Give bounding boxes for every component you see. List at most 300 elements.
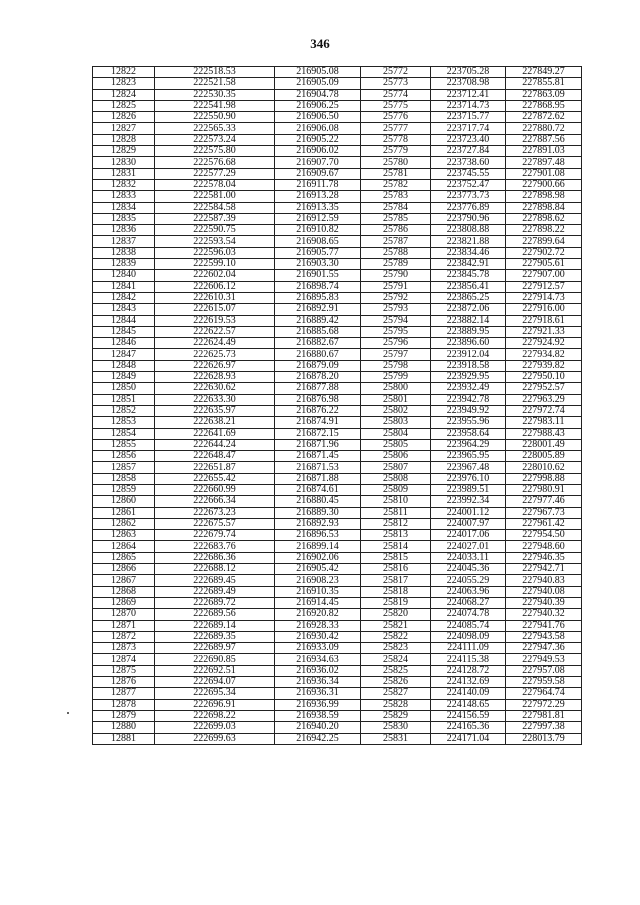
- table-cell: 216880.45: [275, 496, 361, 507]
- table-cell: 223976.10: [431, 473, 506, 484]
- table-cell: 25810: [361, 496, 431, 507]
- table-cell: 216911.78: [275, 179, 361, 190]
- table-cell: 222695.34: [155, 688, 275, 699]
- table-cell: 12881: [93, 733, 155, 744]
- table-cell: 12839: [93, 259, 155, 270]
- table-cell: 222610.31: [155, 292, 275, 303]
- table-row: [93, 304, 582, 315]
- table-cell: 216910.82: [275, 225, 361, 236]
- table-row: [93, 530, 582, 541]
- table-cell: 25797: [361, 349, 431, 360]
- table-cell: 216901.55: [275, 270, 361, 281]
- table-cell: 25792: [361, 292, 431, 303]
- table-row: [93, 699, 582, 710]
- table-cell: 222581.00: [155, 191, 275, 202]
- table-cell: 222696.91: [155, 699, 275, 710]
- table-cell: 227972.74: [506, 405, 582, 416]
- table-cell: 224007.97: [431, 518, 506, 529]
- table-cell: 12860: [93, 496, 155, 507]
- table-cell: 12869: [93, 597, 155, 608]
- table-body: [93, 67, 582, 745]
- table-cell: 223727.84: [431, 146, 506, 157]
- table-cell: 25780: [361, 157, 431, 168]
- table-cell: 25807: [361, 462, 431, 473]
- table-row: [93, 372, 582, 383]
- table-cell: 223712.41: [431, 89, 506, 100]
- table-cell: 25806: [361, 451, 431, 462]
- table-cell: 227948.60: [506, 541, 582, 552]
- table-cell: 227863.09: [506, 89, 582, 100]
- table-cell: 223845.78: [431, 270, 506, 281]
- table-cell: 216871.88: [275, 473, 361, 484]
- table-cell: 25800: [361, 383, 431, 394]
- table-cell: 12857: [93, 462, 155, 473]
- table-cell: 25811: [361, 507, 431, 518]
- table-cell: 223958.64: [431, 428, 506, 439]
- table-cell: 224111.09: [431, 643, 506, 654]
- table-cell: 216879.09: [275, 360, 361, 371]
- table-cell: 227940.32: [506, 609, 582, 620]
- table-cell: 25796: [361, 338, 431, 349]
- table-cell: 222625.73: [155, 349, 275, 360]
- table-row: [93, 439, 582, 450]
- table-cell: 25808: [361, 473, 431, 484]
- table-row: [93, 315, 582, 326]
- table-cell: 227959.58: [506, 677, 582, 688]
- table-cell: 222635.97: [155, 405, 275, 416]
- table-cell: 228005.89: [506, 451, 582, 462]
- table-cell: 222690.85: [155, 654, 275, 665]
- table-row: [93, 733, 582, 744]
- table-cell: 223773.73: [431, 191, 506, 202]
- table-cell: 12873: [93, 643, 155, 654]
- table-cell: 25830: [361, 722, 431, 733]
- table-cell: 222679.74: [155, 530, 275, 541]
- table-cell: 25828: [361, 699, 431, 710]
- table-cell: 223776.89: [431, 202, 506, 213]
- table-cell: 227907.00: [506, 270, 582, 281]
- table-cell: 25787: [361, 236, 431, 247]
- table-cell: 12822: [93, 67, 155, 78]
- table-row: [93, 484, 582, 495]
- table-cell: 216898.74: [275, 281, 361, 292]
- table-cell: 216942.25: [275, 733, 361, 744]
- table-row: [93, 123, 582, 134]
- table-cell: 216899.14: [275, 541, 361, 552]
- table-cell: 216914.45: [275, 597, 361, 608]
- table-cell: 223918.58: [431, 360, 506, 371]
- table-cell: 12841: [93, 281, 155, 292]
- table-cell: 222689.56: [155, 609, 275, 620]
- table-cell: 216905.09: [275, 78, 361, 89]
- table-cell: 227887.56: [506, 134, 582, 145]
- table-cell: 25776: [361, 112, 431, 123]
- table-cell: 216928.33: [275, 620, 361, 631]
- table-cell: 227949.53: [506, 654, 582, 665]
- table-cell: 223932.49: [431, 383, 506, 394]
- table-row: [93, 462, 582, 473]
- table-cell: 222689.14: [155, 620, 275, 631]
- table-cell: 25804: [361, 428, 431, 439]
- table-cell: 12845: [93, 326, 155, 337]
- table-row: [93, 507, 582, 518]
- table-row: [93, 609, 582, 620]
- table-cell: 222666.34: [155, 496, 275, 507]
- table-cell: 216910.35: [275, 586, 361, 597]
- table-cell: 216936.31: [275, 688, 361, 699]
- table-cell: 227934.82: [506, 349, 582, 360]
- table-cell: 216905.22: [275, 134, 361, 145]
- table-cell: 25773: [361, 78, 431, 89]
- table-cell: 12880: [93, 722, 155, 733]
- table-cell: 25815: [361, 552, 431, 563]
- table-cell: 223715.77: [431, 112, 506, 123]
- table-cell: 224063.96: [431, 586, 506, 597]
- table-cell: 222688.12: [155, 564, 275, 575]
- table-cell: 227964.74: [506, 688, 582, 699]
- table-row: [93, 677, 582, 688]
- table-cell: 12878: [93, 699, 155, 710]
- table-cell: 227940.39: [506, 597, 582, 608]
- table-cell: 227942.71: [506, 564, 582, 575]
- table-cell: 223714.73: [431, 100, 506, 111]
- table-cell: 227855.81: [506, 78, 582, 89]
- table-cell: 12861: [93, 507, 155, 518]
- table-row: [93, 654, 582, 665]
- table-cell: 25772: [361, 67, 431, 78]
- table-cell: 223912.04: [431, 349, 506, 360]
- table-cell: 227940.08: [506, 586, 582, 597]
- table-row: [93, 552, 582, 563]
- table-cell: 227952.57: [506, 383, 582, 394]
- table-row: [93, 451, 582, 462]
- table-cell: 227940.83: [506, 575, 582, 586]
- table-cell: 25789: [361, 259, 431, 270]
- table-cell: 216930.42: [275, 631, 361, 642]
- table-cell: 216885.68: [275, 326, 361, 337]
- table-cell: 227947.36: [506, 643, 582, 654]
- table-cell: 222698.22: [155, 710, 275, 721]
- table-cell: 222587.39: [155, 213, 275, 224]
- table-cell: 12838: [93, 247, 155, 258]
- table-cell: 227901.08: [506, 168, 582, 179]
- table-row: [93, 473, 582, 484]
- table-row: [93, 157, 582, 168]
- table-cell: 216913.35: [275, 202, 361, 213]
- table-cell: 216906.08: [275, 123, 361, 134]
- table-cell: 12827: [93, 123, 155, 134]
- table-cell: 227939.82: [506, 360, 582, 371]
- table-cell: 222622.57: [155, 326, 275, 337]
- table-row: [93, 518, 582, 529]
- table-cell: 227963.29: [506, 394, 582, 405]
- table-cell: 25803: [361, 417, 431, 428]
- table-cell: 216905.08: [275, 67, 361, 78]
- table-cell: 216896.53: [275, 530, 361, 541]
- table-cell: 25812: [361, 518, 431, 529]
- table-cell: 216871.96: [275, 439, 361, 450]
- table-cell: 216905.42: [275, 564, 361, 575]
- table-cell: 227898.22: [506, 225, 582, 236]
- table-cell: 12833: [93, 191, 155, 202]
- table-row: [93, 586, 582, 597]
- table-row: [93, 620, 582, 631]
- table-row: [93, 631, 582, 642]
- table-cell: 224017.06: [431, 530, 506, 541]
- table-row: [93, 428, 582, 439]
- table-cell: 12844: [93, 315, 155, 326]
- table-cell: 25822: [361, 631, 431, 642]
- table-cell: 216940.20: [275, 722, 361, 733]
- table-cell: 223723.40: [431, 134, 506, 145]
- table-cell: 222689.97: [155, 643, 275, 654]
- table-cell: 227924.92: [506, 338, 582, 349]
- table-cell: 222675.57: [155, 518, 275, 529]
- table-cell: 227900.66: [506, 179, 582, 190]
- table-cell: 216904.78: [275, 89, 361, 100]
- table-cell: 222576.68: [155, 157, 275, 168]
- table-cell: 25782: [361, 179, 431, 190]
- table-row: [93, 213, 582, 224]
- table-cell: 222689.45: [155, 575, 275, 586]
- table-cell: 25831: [361, 733, 431, 744]
- table-cell: 25826: [361, 677, 431, 688]
- table-row: [93, 270, 582, 281]
- table-cell: 223989.51: [431, 484, 506, 495]
- table-cell: 12829: [93, 146, 155, 157]
- table-cell: 227997.38: [506, 722, 582, 733]
- table-cell: 12832: [93, 179, 155, 190]
- table-cell: 223965.95: [431, 451, 506, 462]
- table-cell: 223872.06: [431, 304, 506, 315]
- table-cell: 12868: [93, 586, 155, 597]
- table-row: [93, 349, 582, 360]
- table-cell: 25801: [361, 394, 431, 405]
- table-cell: 25791: [361, 281, 431, 292]
- table-cell: 25779: [361, 146, 431, 157]
- table-row: [93, 67, 582, 78]
- table-cell: 222575.80: [155, 146, 275, 157]
- table-row: [93, 225, 582, 236]
- table-cell: 12837: [93, 236, 155, 247]
- table-cell: 222694.07: [155, 677, 275, 688]
- table-cell: 223752.47: [431, 179, 506, 190]
- table-cell: 216872.15: [275, 428, 361, 439]
- table-cell: 216938.59: [275, 710, 361, 721]
- table-row: [93, 710, 582, 721]
- table-cell: 25805: [361, 439, 431, 450]
- table-row: [93, 202, 582, 213]
- table-cell: 222593.54: [155, 236, 275, 247]
- table-cell: 12853: [93, 417, 155, 428]
- table-cell: 227943.58: [506, 631, 582, 642]
- table-cell: 216882.67: [275, 338, 361, 349]
- table-row: [93, 394, 582, 405]
- table-cell: 216892.93: [275, 518, 361, 529]
- table-cell: 223967.48: [431, 462, 506, 473]
- table-cell: 25778: [361, 134, 431, 145]
- table-cell: 222648.47: [155, 451, 275, 462]
- table-row: [93, 146, 582, 157]
- table-cell: 224098.09: [431, 631, 506, 642]
- table-cell: 25785: [361, 213, 431, 224]
- table-row: [93, 168, 582, 179]
- table-cell: 12870: [93, 609, 155, 620]
- table-cell: 222565.33: [155, 123, 275, 134]
- table-cell: 12826: [93, 112, 155, 123]
- table-cell: 222689.49: [155, 586, 275, 597]
- table-cell: 25774: [361, 89, 431, 100]
- table-cell: 224001.12: [431, 507, 506, 518]
- table-cell: 12872: [93, 631, 155, 642]
- table-cell: 25820: [361, 609, 431, 620]
- table-cell: 216920.82: [275, 609, 361, 620]
- table-cell: 216936.99: [275, 699, 361, 710]
- table-cell: 12877: [93, 688, 155, 699]
- table-cell: 222699.63: [155, 733, 275, 744]
- table-cell: 228001.49: [506, 439, 582, 450]
- table-cell: 12866: [93, 564, 155, 575]
- table-cell: 216889.30: [275, 507, 361, 518]
- table-cell: 222683.76: [155, 541, 275, 552]
- table-cell: 25819: [361, 597, 431, 608]
- table-cell: 216908.23: [275, 575, 361, 586]
- table-cell: 222686.36: [155, 552, 275, 563]
- table-cell: 12836: [93, 225, 155, 236]
- table-row: [93, 722, 582, 733]
- table-cell: 227899.64: [506, 236, 582, 247]
- table-cell: 12876: [93, 677, 155, 688]
- table-cell: 25802: [361, 405, 431, 416]
- table-cell: 227981.81: [506, 710, 582, 721]
- table-cell: 227849.27: [506, 67, 582, 78]
- table-cell: 222577.29: [155, 168, 275, 179]
- table-cell: 12830: [93, 157, 155, 168]
- table-cell: 216877.88: [275, 383, 361, 394]
- table-cell: 25784: [361, 202, 431, 213]
- table-cell: 25829: [361, 710, 431, 721]
- table-cell: 222660.99: [155, 484, 275, 495]
- table-cell: 216936.02: [275, 665, 361, 676]
- stray-mark: [67, 712, 69, 714]
- table-cell: 25799: [361, 372, 431, 383]
- table-cell: 227972.29: [506, 699, 582, 710]
- table-cell: 222651.87: [155, 462, 275, 473]
- table-row: [93, 134, 582, 145]
- table-row: [93, 191, 582, 202]
- table-row: [93, 281, 582, 292]
- table-cell: 12831: [93, 168, 155, 179]
- table-cell: 12823: [93, 78, 155, 89]
- table-cell: 223821.88: [431, 236, 506, 247]
- table-row: [93, 259, 582, 270]
- table-row: [93, 292, 582, 303]
- table-cell: 227868.95: [506, 100, 582, 111]
- table-cell: 25795: [361, 326, 431, 337]
- table-cell: 216908.65: [275, 236, 361, 247]
- table-cell: 227941.76: [506, 620, 582, 631]
- table-cell: 227983.11: [506, 417, 582, 428]
- table-cell: 25824: [361, 654, 431, 665]
- table-cell: 223717.74: [431, 123, 506, 134]
- table-cell: 227988.43: [506, 428, 582, 439]
- table-cell: 223889.95: [431, 326, 506, 337]
- table-cell: 222596.03: [155, 247, 275, 258]
- table-cell: 222578.04: [155, 179, 275, 190]
- coordinates-table: [92, 66, 582, 745]
- table-cell: 227891.03: [506, 146, 582, 157]
- table-row: [93, 89, 582, 100]
- table-cell: 224171.04: [431, 733, 506, 744]
- table-cell: 224115.38: [431, 654, 506, 665]
- table-cell: 12848: [93, 360, 155, 371]
- table-cell: 222633.30: [155, 394, 275, 405]
- table-cell: 216871.53: [275, 462, 361, 473]
- table-cell: 227898.62: [506, 213, 582, 224]
- table-row: [93, 326, 582, 337]
- table-cell: 223738.60: [431, 157, 506, 168]
- table-cell: 222699.03: [155, 722, 275, 733]
- table-cell: 222541.98: [155, 100, 275, 111]
- table-cell: 216903.30: [275, 259, 361, 270]
- table-cell: 223992.34: [431, 496, 506, 507]
- table-cell: 227898.98: [506, 191, 582, 202]
- table-cell: 216892.91: [275, 304, 361, 315]
- table-cell: 216876.98: [275, 394, 361, 405]
- table-cell: 224068.27: [431, 597, 506, 608]
- table-cell: 12864: [93, 541, 155, 552]
- table-cell: 12824: [93, 89, 155, 100]
- table-cell: 223865.25: [431, 292, 506, 303]
- table-cell: 25809: [361, 484, 431, 495]
- table-cell: 12840: [93, 270, 155, 281]
- table-cell: 223745.55: [431, 168, 506, 179]
- table-row: [93, 236, 582, 247]
- table-row: [93, 405, 582, 416]
- table-cell: 216878.20: [275, 372, 361, 383]
- table-cell: 223929.95: [431, 372, 506, 383]
- table-cell: 12871: [93, 620, 155, 631]
- table-cell: 25798: [361, 360, 431, 371]
- table-cell: 25783: [361, 191, 431, 202]
- table-row: [93, 179, 582, 190]
- table-cell: 12858: [93, 473, 155, 484]
- table-cell: 12846: [93, 338, 155, 349]
- table-cell: 216871.45: [275, 451, 361, 462]
- table-row: [93, 496, 582, 507]
- table-cell: 216906.02: [275, 146, 361, 157]
- coordinates-table-container: [92, 66, 581, 745]
- table-cell: 223842.91: [431, 259, 506, 270]
- table-cell: 227880.72: [506, 123, 582, 134]
- table-cell: 216906.25: [275, 100, 361, 111]
- table-cell: 12859: [93, 484, 155, 495]
- table-cell: 222619.53: [155, 315, 275, 326]
- table-cell: 224074.78: [431, 609, 506, 620]
- table-cell: 228010.62: [506, 462, 582, 473]
- table-cell: 227921.33: [506, 326, 582, 337]
- table-cell: 222615.07: [155, 304, 275, 315]
- table-cell: 216933.09: [275, 643, 361, 654]
- table-cell: 224085.74: [431, 620, 506, 631]
- table-cell: 227916.00: [506, 304, 582, 315]
- table-cell: 227950.10: [506, 372, 582, 383]
- table-cell: 222630.62: [155, 383, 275, 394]
- table-cell: 227957.08: [506, 665, 582, 676]
- table-cell: 222638.21: [155, 417, 275, 428]
- table-cell: 222692.51: [155, 665, 275, 676]
- table-cell: 223964.29: [431, 439, 506, 450]
